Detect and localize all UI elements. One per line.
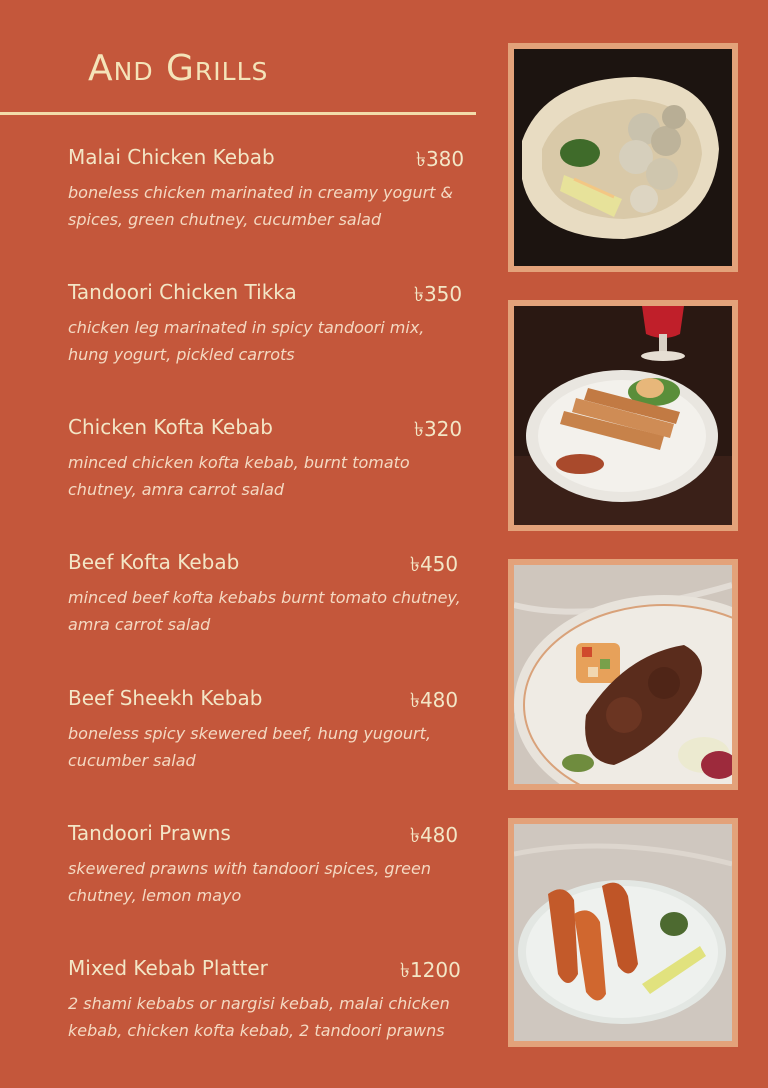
item-description: minced beef kofta kebabs burnt tomato chutney, amra carrot salad — [68, 588, 461, 634]
item-name: Beef Sheekh Kebab — [68, 686, 263, 710]
item-description: chicken leg marinated in spicy tandoori mix, hung yogurt, pickled carrots — [68, 318, 425, 364]
menu-item — [68, 550, 468, 638]
item-description: boneless chicken marinated in creamy yogurt & spices, green chutney, cucumber salad — [68, 183, 454, 229]
tandoori-prawns-photo — [508, 818, 738, 1047]
malai-chicken-kebab-photo — [508, 43, 738, 272]
item-price: ৳320 — [414, 417, 463, 441]
item-name: Tandoori Chicken Tikka — [68, 280, 297, 304]
item-price: ৳380 — [416, 147, 465, 171]
item-description: 2 shami kebabs or nargisi kebab, malai chicken kebab, chicken kofta kebab, 2 tandoori prawns — [68, 994, 450, 1040]
item-name: Beef Kofta Kebab — [68, 550, 240, 574]
menu-item — [68, 415, 468, 503]
item-price: ৳350 — [414, 282, 463, 306]
item-description: skewered prawns with tandoori spices, green chutney, lemon mayo — [68, 859, 431, 905]
item-price: ৳480 — [410, 688, 459, 712]
item-price: ৳480 — [410, 823, 459, 847]
menu-item — [68, 956, 468, 1044]
menu-item — [68, 821, 468, 909]
item-price: ৳450 — [410, 552, 459, 576]
menu-item — [68, 280, 468, 368]
beef-sheekh-kebab-photo — [508, 559, 738, 790]
item-description: minced chicken kofta kebab, burnt tomato chutney, amra carrot salad — [68, 453, 410, 499]
menu-item — [68, 686, 468, 774]
menu-item — [68, 145, 468, 233]
item-name: Chicken Kofta Kebab — [68, 415, 273, 439]
section-title: And Grills — [88, 48, 269, 89]
chicken-kofta-kebab-photo — [508, 300, 738, 531]
item-name: Mixed Kebab Platter — [68, 956, 268, 980]
item-name: Tandoori Prawns — [68, 821, 231, 845]
item-name: Malai Chicken Kebab — [68, 145, 275, 169]
title-divider — [0, 112, 476, 115]
item-description: boneless spicy skewered beef, hung yugourt, cucumber salad — [68, 724, 431, 770]
item-price: ৳1200 — [400, 958, 461, 982]
